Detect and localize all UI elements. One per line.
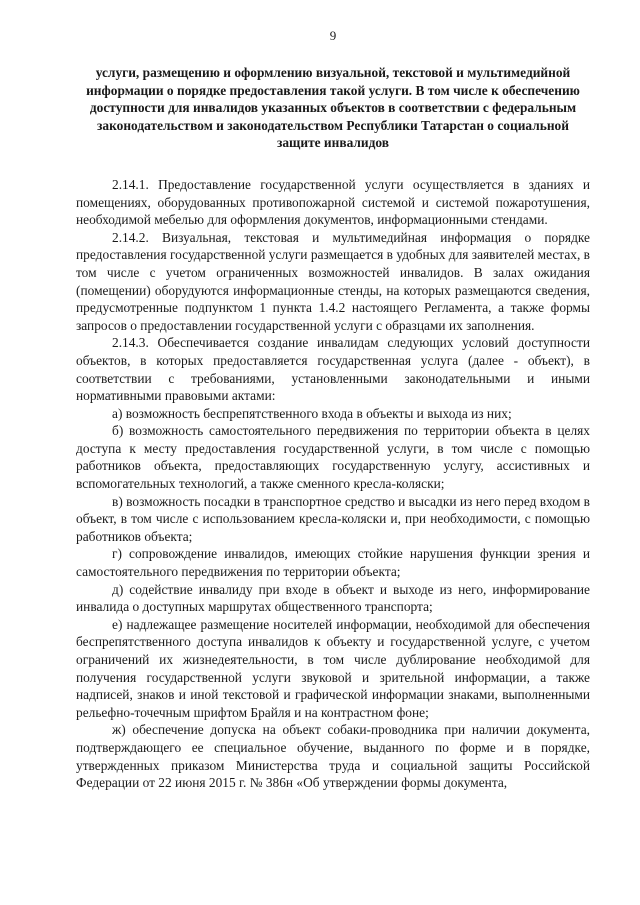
list-item-d: д) содействие инвалиду при входе в объект и выходе из него, информирование инвалида о доступных маршрутах общественного транспорта; bbox=[76, 581, 590, 615]
list-item-g: г) сопровождение инвалидов, имеющих стойкие нарушения функции зрения и самостоятельного передвижения по территории объекта; bbox=[76, 546, 590, 580]
list-item-e: е) надлежащее размещение носителей информации, необходимой для обеспечения беспрепятственного доступа инвалидов к объекту и государственной услуге, с учетом ограничений их жизнедеятельности, в том числе дублирование необходимой для получения государственной услуги звуковой и зрительной информации, а также надписей, знаков и иной текстовой и графической информации знаками, выполненными рельефно-точечным шрифтом Брайля и на контрастном фоне; bbox=[76, 616, 590, 720]
paragraph-2-14-1: 2.14.1. Предоставление государственной услуги осуществляется в зданиях и помещениях, оборудованных противопожарной системой и системой пожаротушения, необходимой мебелью для оформления документов, информационными стендами. bbox=[76, 176, 590, 228]
page-number: 9 bbox=[329, 28, 337, 43]
list-item-zh: ж) обеспечение допуска на объект собаки-проводника при наличии документа, подтверждающего ее специальное обучение, выданного по форме и в порядке, утвержденных приказом Министерства труда и социальной защиты Российской Федерации от 22 июня 2015 г. № 386н «Об утверждении формы документа, bbox=[76, 722, 590, 791]
list-item-a: а) возможность беспрепятственного входа в объекты и выхода из них; bbox=[112, 405, 512, 421]
document-page bbox=[76, 28, 590, 792]
list-item-b: б) возможность самостоятельного передвижения по территории объекта в целях доступа к месту предоставления государственной услуги, в том числе с помощью работников объекта, предоставляющих государственную услугу, ассистивных и вспомогательных технологий, а также сменного кресла-коляски; bbox=[76, 423, 590, 492]
paragraph-2-14-2: 2.14.2. Визуальная, текстовая и мультимедийная информация о порядке предоставления государственной услуги размещается в удобных для заявителей местах, в том числе с учетом ограниченных возможностей инвалидов. В залах ожидания (помещении) оборудуются информационные стенды, на которых размещаются сведения, предусмотренные подпунктом 1 пункта 1.4.2 настоящего Регламента, а также формы запросов о предоставлении государственной услуги с образцами их заполнения. bbox=[76, 229, 590, 333]
list-item-v: в) возможность посадки в транспортное средство и высадки из него перед входом в объект, в том числе с использованием кресла-коляски и, при необходимости, с помощью работников объекта; bbox=[76, 493, 590, 544]
document-body bbox=[76, 176, 590, 792]
paragraph-2-14-3: 2.14.3. Обеспечивается создание инвалидам следующих условий доступности объектов, в которых предоставляется государственная услуга (далее - объект), в соответствии с требованиями, установленными законодательными и иными нормативными правовыми актами: bbox=[76, 335, 590, 404]
section-heading: услуги, размещению и оформлению визуальной, текстовой и мультимедийной информации о порядке предоставления такой услуги. В том числе к обеспечению доступности для инвалидов указанных объектов в соответствии с федеральным законодательством и законодательством Республики Татарстан о социальной защите инвалидов bbox=[86, 65, 580, 151]
